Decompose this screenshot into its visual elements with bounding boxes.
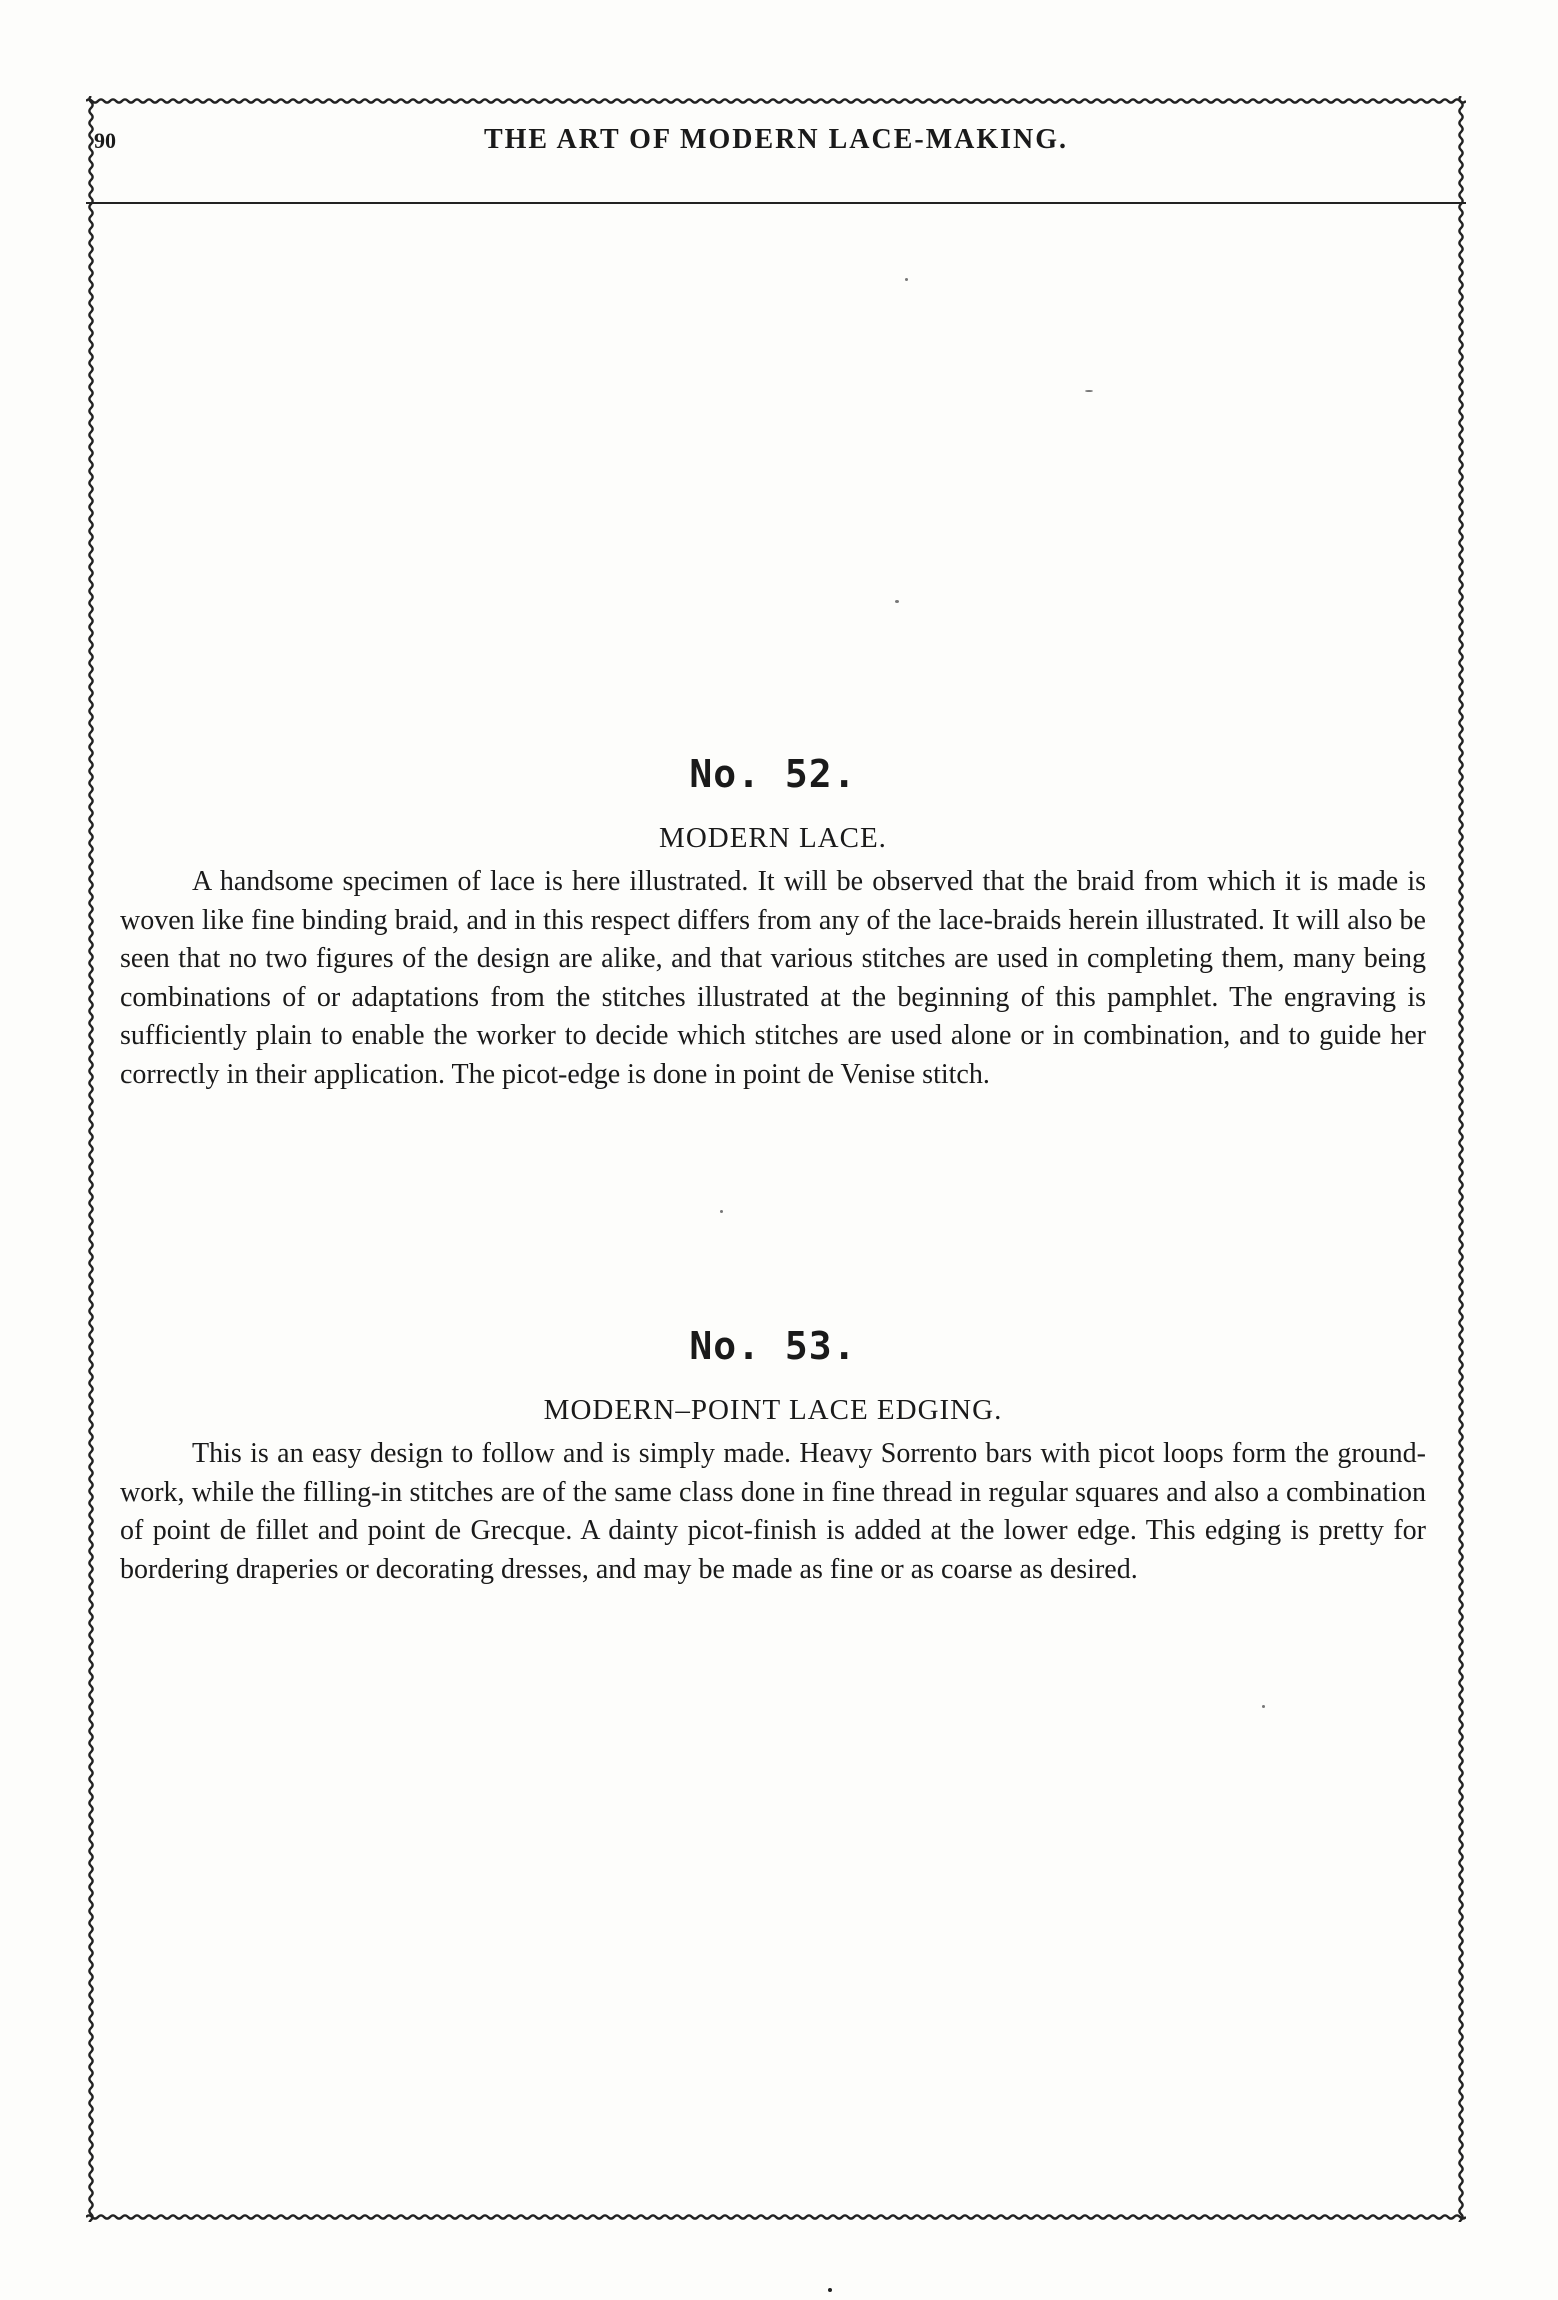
section-no-53	[120, 1324, 1426, 1589]
section-number: No. 52.	[689, 752, 857, 796]
wavy-border	[86, 96, 1466, 2222]
scan-speck	[720, 1210, 723, 1213]
header-rule	[86, 202, 1466, 204]
scan-speck	[828, 2288, 832, 2292]
section-title: MODERN–POINT LACE EDGING.	[543, 1394, 1003, 1426]
scan-speck	[905, 278, 908, 281]
page-number: 90	[94, 128, 116, 153]
page-frame	[86, 96, 1466, 2222]
running-head	[86, 122, 1466, 182]
scan-speck	[895, 600, 899, 603]
section-no-52	[120, 752, 1426, 1094]
running-title: THE ART OF MODERN LACE-MAKING.	[483, 124, 1069, 155]
section-body: A handsome specimen of lace is here illustrated. It will be observed that the braid from which it is made is woven like fine binding braid, and in this respect differs from any of the lace-braids herein illustrated. It will also be seen that no two figures of the design are alike, and that various stitches are used in completing them, many being combinations of or adaptations from the stitches illustrated at the beginning of this pamphlet. The engraving is sufficiently plain to enable the worker to decide which stitches are used alone or in combination, and to guide her correctly in their application. The picot-edge is done in point de Venise stitch.	[120, 866, 1426, 1090]
scan-speck	[1085, 390, 1093, 392]
scan-speck	[1262, 1705, 1265, 1708]
section-number: No. 53.	[689, 1324, 857, 1368]
section-body: This is an easy design to follow and is simply made. Heavy Sorrento bars with picot loops form the ground-work, while the filling-in stitches are of the same class done in fine thread in regular squares and also a combination of point de fillet and point de Grecque. A dainty picot-finish is added at the lower edge. This edging is pretty for bordering draperies or decorating dresses, and may be made as fine or as coarse as desired.	[120, 1438, 1426, 1585]
section-title: MODERN LACE.	[659, 822, 887, 854]
